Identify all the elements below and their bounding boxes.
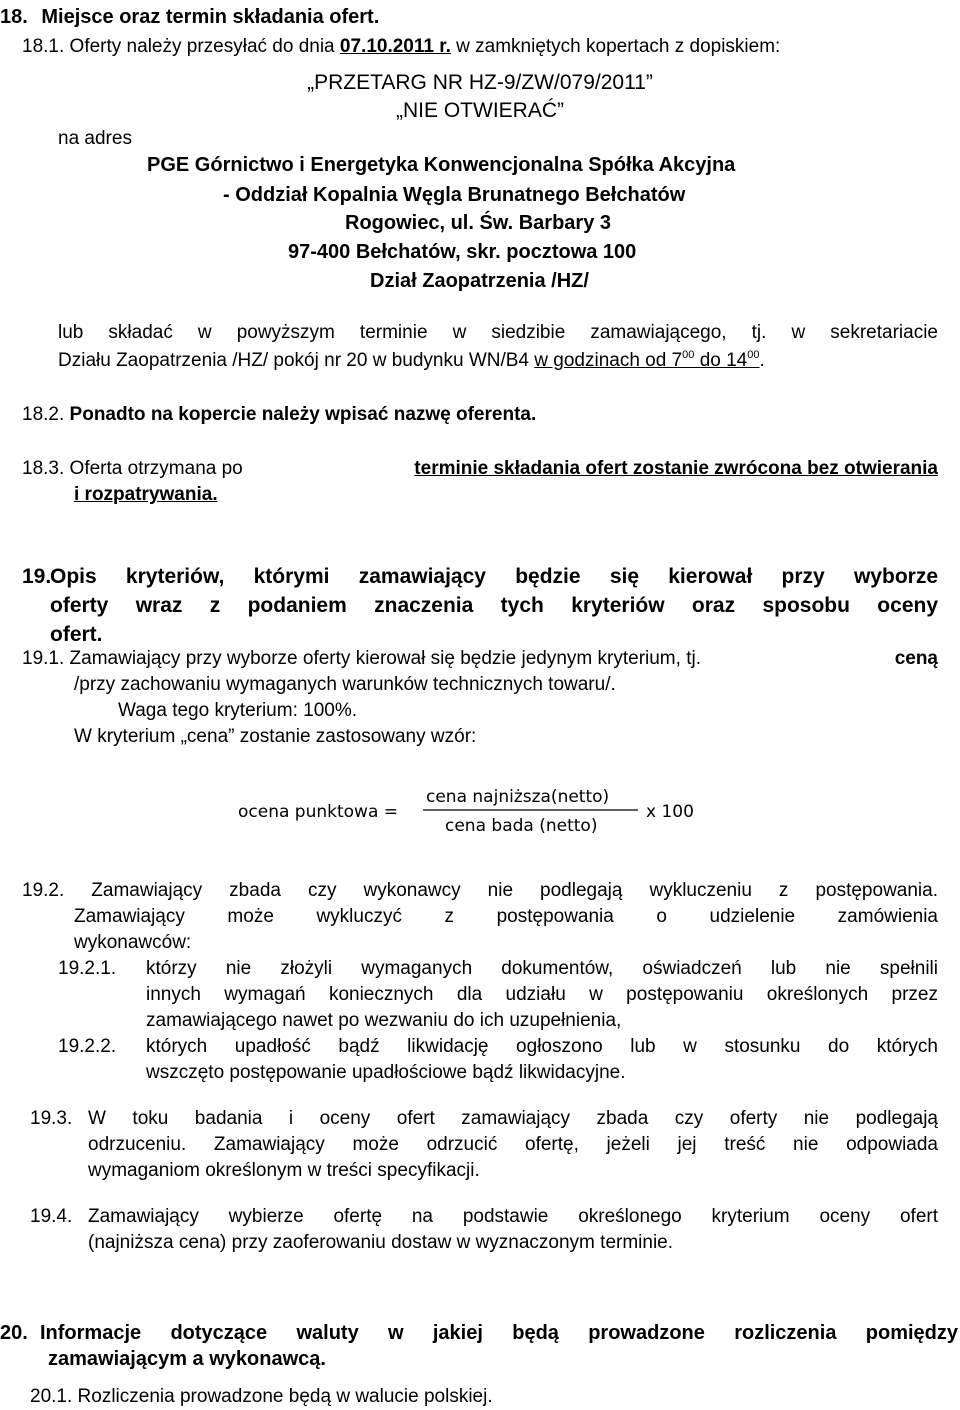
section-title-line: ofert. [50, 623, 103, 646]
address-line-4: 97-400 Bełchatów, skr. pocztowa 100 [288, 241, 637, 263]
deadline-date: 07.10.2011 r. [339, 36, 451, 57]
section-18-heading [0, 4, 379, 30]
paragraph-number: 18.2. [22, 404, 65, 425]
text: Oferta otrzymana po [69, 458, 243, 479]
paragraph-18-3 [22, 456, 938, 508]
address-line-1: PGE Górnictwo i Energetyka Konwencjonalna Spółka Akcyjna [147, 154, 736, 176]
paragraph-number: 19.1. [22, 648, 65, 669]
text: W toku badania i oceny ofert zamawiający zbada czy oferty nie podlegają [88, 1108, 938, 1129]
text: wymaganiom określonym w treści specyfikacji. [88, 1160, 480, 1181]
text: Zamawiający może wykluczyć z postępowania o udzielenie zamówienia [74, 906, 938, 927]
paragraph-19-1 [22, 646, 938, 750]
do-not-open-label: „NIE OTWIERAĆ” [396, 99, 564, 122]
paragraph-number: 19.2. [22, 880, 65, 901]
paragraph-number: 19.3. [30, 1108, 73, 1129]
paragraph-19-2 [22, 878, 938, 956]
section-19-heading [22, 562, 938, 649]
text: Zamawiający zbada czy wykonawcy nie podlegają wykluczeniu z postępowania. [91, 880, 938, 901]
address-line-5: Dział Zaopatrzenia /HZ/ [370, 270, 589, 292]
section-number: 19. [22, 565, 52, 588]
paragraph-number: 19.2.2. [58, 1036, 117, 1057]
paragraph-number: 18.1. [22, 36, 65, 57]
text: odrzuceniu. Zamawiający może odrzucić ofertę, jeżeli jej treść nie odpowiada [88, 1134, 938, 1155]
office-hours: w godzinach od $7^{00}$ do $14^{00}$ [534, 349, 760, 371]
text: Działu Zaopatrzenia /HZ/ pokój nr 20 w budynku WN/B4 [58, 350, 529, 371]
delivery-line-2: Działu Zaopatrzenia /HZ/ pokój nr 20 w budynku WN/B4 w godzinach od $7^{00}$ do $14^{00}$. [58, 349, 765, 371]
tender-label: „PRZETARG NR HZ-9/ZW/079/2011” [307, 71, 653, 94]
paragraph-number: 18.3. [22, 458, 65, 479]
paragraph-18-1-intro [22, 34, 780, 60]
text: Rozliczenia prowadzone będą w walucie polskiej. [77, 1386, 493, 1407]
paragraph-number: 19.2.1. [58, 958, 117, 979]
section-title-line: Opis kryteriów, którymi zamawiający będzie się kierował przy wyborze [50, 565, 938, 588]
section-title-line: Informacje dotyczące waluty w jakiej będą prowadzone rozliczenia pomiędzy [40, 1322, 958, 1344]
paragraph-19-2-2 [58, 1034, 938, 1086]
section-20-heading [0, 1320, 958, 1372]
text: wykonawców: [74, 932, 192, 953]
text-underlined: terminie składania ofert zostanie zwrócona bez otwierania [414, 458, 938, 479]
section-title-line: oferty wraz z podaniem znaczenia tych kryteriów oraz sposobu oceny [50, 594, 938, 617]
text: w zamkniętych kopertach z dopiskiem: [456, 36, 781, 57]
criterion-price: ceną [894, 648, 938, 669]
to-address-label: na adres [58, 128, 132, 149]
text: wszczęto postępowanie upadłościowe bądź likwidacyjne. [146, 1062, 626, 1083]
text-underlined: i rozpatrywania. [74, 484, 218, 505]
paragraph-19-4 [30, 1204, 938, 1256]
delivery-line-1: lub składać w powyższym terminie w siedzibie zamawiającego, tj. w sekretariacie [58, 322, 938, 343]
text: W kryterium „cena” zostanie zastosowany wzór: [74, 726, 477, 747]
text: Ponadto na kopercie należy wpisać nazwę oferenta. [69, 404, 537, 425]
formula-multiplier: x 100 [646, 802, 694, 822]
paragraph-number: 20.1. [30, 1386, 73, 1407]
formula-denominator: cena bada (netto) [445, 816, 598, 836]
paragraph-19-3 [30, 1106, 938, 1184]
address-line-2: - Oddział Kopalnia Węgla Brunatnego Bełchatów [223, 184, 686, 206]
formula-numerator: cena najniższa(netto) [426, 787, 610, 807]
section-number: 20. [0, 1322, 28, 1344]
address-line-3: Rogowiec, ul. Św. Barbary 3 [345, 212, 611, 234]
text: Zamawiający wybierze ofertę na podstawie określonego kryterium oceny ofert [88, 1206, 938, 1227]
section-title: Miejsce oraz termin składania ofert. [41, 6, 380, 28]
section-title-line: zamawiającym a wykonawcą. [48, 1348, 326, 1370]
text: którzy nie złożyli wymaganych dokumentów, oświadczeń lub nie spełnili [146, 958, 938, 979]
text: /przy zachowaniu wymaganych warunków technicznych towaru/. [74, 674, 616, 695]
text: Zamawiający przy wyborze oferty kierował się będzie jedynym kryterium, tj. [69, 648, 701, 669]
text: zamawiającego nawet po wezwaniu do ich uzupełnienia, [146, 1010, 622, 1031]
section-number: 18. [0, 6, 28, 28]
text: innych wymagań koniecznych dla udziału w postępowaniu określonych przez [146, 984, 938, 1005]
scoring-formula [230, 780, 710, 840]
paragraph-20-1 [30, 1384, 493, 1410]
text: (najniższa cena) przy zaoferowaniu dostaw w wyznaczonym terminie. [88, 1232, 674, 1253]
formula-lhs: ocena punktowa = [238, 802, 399, 822]
criterion-weight: Waga tego kryterium: 100%. [118, 700, 358, 721]
text: Oferty należy przesyłać do dnia [69, 36, 335, 57]
paragraph-number: 19.4. [30, 1206, 73, 1227]
paragraph-18-2 [22, 402, 536, 428]
paragraph-19-2-1 [58, 956, 938, 1034]
text: których upadłość bądź likwidację ogłoszono lub w stosunku do których [146, 1036, 938, 1057]
